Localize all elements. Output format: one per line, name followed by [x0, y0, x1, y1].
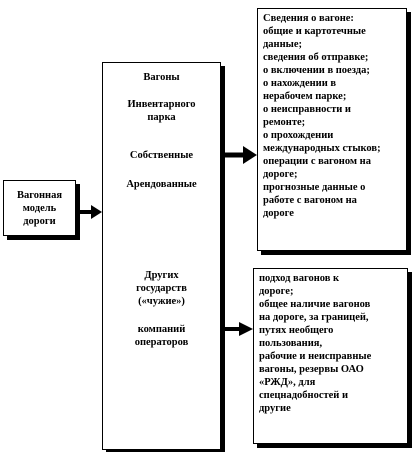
car-info-line: нерабочем парке;	[263, 91, 347, 102]
car-info-line: данные;	[263, 39, 303, 50]
car-info-line: о неисправности и	[263, 104, 351, 115]
left-line-1: Вагонная	[16, 189, 63, 201]
car-info-line: международных стыков;	[263, 143, 381, 154]
car-info-line: ремонте;	[263, 117, 306, 128]
left-line-3: дороги	[23, 215, 56, 227]
car-info-line: прогнозные данные о	[263, 182, 366, 193]
road-car-model-label	[17, 189, 62, 228]
car-info-line: Сведения о вагоне:	[263, 13, 354, 24]
foreign-cars-label	[103, 269, 220, 308]
inventory-fleet-label	[103, 98, 220, 124]
rented-cars-label: Арендованные	[126, 179, 197, 190]
inventory-line-1: Инвентарного	[127, 99, 196, 110]
availability-line: спецнадобностей и	[259, 390, 349, 401]
car-availability-box	[253, 268, 408, 444]
availability-line: пользования,	[259, 338, 323, 349]
operator-companies-label	[103, 323, 220, 349]
car-info-line: о включении в поезда;	[263, 65, 370, 76]
availability-line: подход вагонов к	[259, 273, 340, 284]
inventory-line-2: парка	[147, 112, 176, 123]
car-info-line: дороге	[263, 208, 294, 219]
foreign-line-1: Других	[144, 270, 179, 281]
operators-line-1: компаний	[137, 324, 186, 335]
availability-line: путях необщего	[259, 325, 334, 336]
car-info-line: работе с вагоном на	[263, 195, 357, 206]
car-info-box	[257, 8, 407, 251]
car-info-line: общие и картотечные	[263, 26, 366, 37]
availability-line: на дороге, за границей,	[259, 312, 369, 323]
foreign-line-3: («чужие»)	[138, 296, 185, 307]
availability-line: дороге;	[259, 286, 294, 297]
car-info-line: операции с вагоном на	[263, 156, 371, 167]
availability-line: вагоны, резервы ОАО	[259, 364, 364, 375]
availability-line: «РЖД», для	[259, 377, 316, 388]
car-info-line: сведения об отправке;	[263, 52, 369, 63]
own-cars-label: Собственные	[129, 150, 194, 161]
arrow-left-to-middle	[78, 205, 102, 219]
cars-box	[102, 62, 221, 450]
road-car-model-box	[3, 180, 76, 236]
car-info-line: о прохождении	[263, 130, 334, 141]
car-info-line: дороге;	[263, 169, 298, 180]
car-info-line: о нахождении в	[263, 78, 337, 89]
arrow-middle-to-top-right	[225, 146, 257, 164]
availability-line: рабочие и неисправные	[259, 351, 372, 362]
left-line-2: модель	[22, 202, 57, 214]
foreign-line-2: государств	[136, 283, 187, 294]
arrow-middle-to-bottom-right	[225, 322, 253, 336]
availability-line: другие	[259, 403, 291, 414]
operators-line-2: операторов	[134, 337, 189, 348]
cars-title: Вагоны	[143, 72, 180, 83]
availability-line: общее наличие вагонов	[259, 299, 371, 310]
